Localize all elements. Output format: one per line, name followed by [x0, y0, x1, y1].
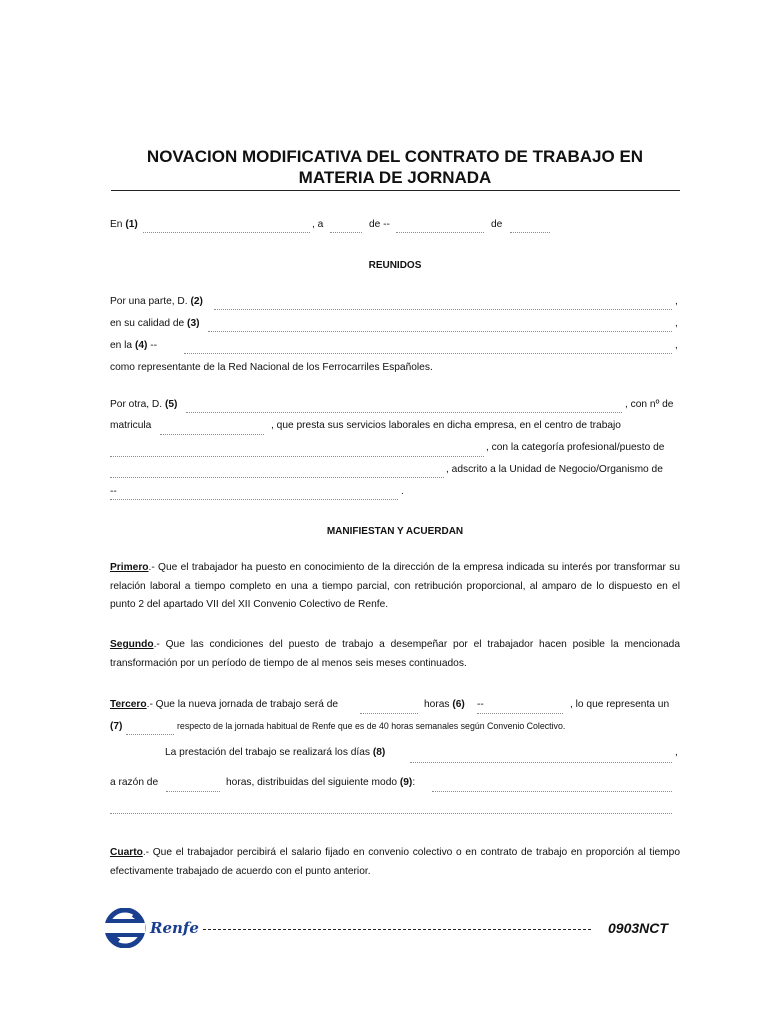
distribuidas-label: horas, distribuidas del siguiente modo (9): [226, 777, 416, 788]
title-divider [111, 190, 680, 191]
prestacion-label: La prestación del trabajo se realizará los días (8) [165, 747, 386, 758]
matricula-field[interactable] [160, 434, 264, 435]
primero-paragraph: Primero.- Que el trabajador ha puesto en conocimiento de la dirección de la empresa indicada su interés por transformar su relación laboral a tiempo completo en una a tiempo parcial, con retribución proporcional, al amparo de lo dispuesto en el punto 2 del apartado VII del XII Convenio Colectivo de Renfe. [110, 562, 680, 610]
ref-7: (7) [110, 721, 123, 732]
comma-1: , [675, 296, 678, 307]
representante-text: como representante de la Red Nacional de los Ferrocarriles Españoles. [110, 362, 433, 373]
cuarto-paragraph: Cuarto.- Que el trabajador percibirá el salario fijado en convenio colectivo o en contrato de trabajo en proporción al tiempo efectivamente trabajado de acuerdo con el punto anterior. [110, 847, 680, 877]
month-de-label: de -- [369, 219, 390, 230]
title-line-1: NOVACION MODIFICATIVA DEL CONTRATO DE TRABAJO EN [146, 147, 644, 166]
presta-servicios-text: , que presta sus servicios laborales en dicha empresa, en el centro de trabajo [271, 420, 621, 431]
horas-label: horas (6) [424, 699, 465, 710]
en-la-field[interactable] [184, 353, 672, 354]
unidad-dash: -- [110, 486, 117, 497]
segundo-paragraph: Segundo.- Que las condiciones del puesto de trabajo a desempeñar por el trabajador hacen posible la mencionada transformación por un período de tiempo de al menos seis meses continuados. [110, 639, 680, 669]
horas-dia-field[interactable] [166, 791, 220, 792]
distribucion-field-2[interactable] [110, 813, 672, 814]
period-1: . [401, 486, 404, 497]
centro-trabajo-field[interactable] [110, 456, 484, 457]
horas-dash: -- [477, 699, 484, 710]
con-numero-label: , con nº de [625, 399, 674, 410]
respecto-text: respecto de la jornada habitual de Renfe que es de 40 horas semanales según Convenio Colectivo. [177, 721, 566, 731]
unidad-field[interactable] [110, 499, 398, 500]
renfe-logo-icon [105, 908, 147, 948]
por-otra-label: Por otra, D. (5) [110, 399, 178, 410]
year-field[interactable] [510, 232, 550, 233]
adscrito-label: , adscrito a la Unidad de Negocio/Organismo de [446, 464, 663, 475]
jornada-horas-field[interactable] [360, 713, 418, 714]
representative-name-field[interactable] [214, 309, 672, 310]
reunidos-heading: REUNIDOS [368, 260, 422, 271]
categoria-field[interactable] [110, 477, 444, 478]
place-en-label: En (1) [110, 219, 138, 230]
date-a-label: , a [312, 219, 324, 230]
calidad-field[interactable] [208, 331, 672, 332]
periodo-field[interactable] [477, 713, 563, 714]
manifiestan-heading: MANIFIESTAN Y ACUERDAN [326, 526, 464, 537]
tercero-intro: Tercero.- Que la nueva jornada de trabajo será de [110, 699, 339, 710]
month-field[interactable] [396, 232, 484, 233]
por-una-parte-label: Por una parte, D. (2) [110, 296, 203, 307]
place-field[interactable] [143, 232, 310, 233]
day-field[interactable] [330, 232, 362, 233]
razon-label: a razón de [110, 777, 159, 788]
document-title [110, 146, 680, 188]
footer-dashed-line [203, 929, 591, 930]
categoria-label: , con la categoría profesional/puesto de [486, 442, 665, 453]
distribucion-field-1[interactable] [432, 791, 672, 792]
en-la-label: en la (4) -- [110, 340, 158, 351]
matricula-label: matricula [110, 420, 152, 431]
calidad-label: en su calidad de (3) [110, 318, 200, 329]
representa-label: , lo que representa un [570, 699, 670, 710]
worker-name-field[interactable] [186, 412, 622, 413]
comma-4: , [675, 747, 678, 758]
dias-field[interactable] [410, 762, 672, 763]
comma-3: , [675, 340, 678, 351]
form-code: 0903NCT [608, 920, 668, 936]
porcentaje-field[interactable] [126, 734, 174, 735]
renfe-brand: Renfe [150, 919, 199, 937]
title-line-2: MATERIA DE JORNADA [298, 168, 492, 187]
year-de-label: de [491, 219, 503, 230]
comma-2: , [675, 318, 678, 329]
